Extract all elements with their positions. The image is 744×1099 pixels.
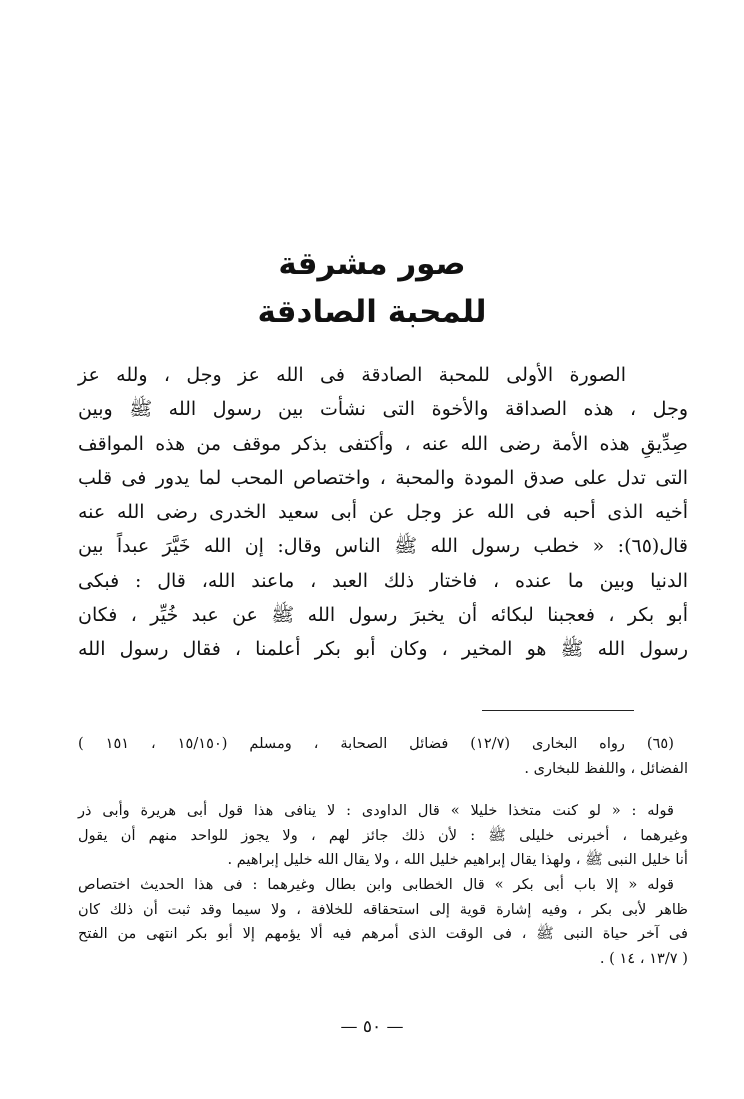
footnotes-section (78, 732, 688, 971)
footnote-line: الفضائل ، واللفظ للبخارى . (524, 759, 688, 777)
body-line: وجل ، هذه الصداقة والأخوة التى نشأت بين رسول الله ﷺ وبين (78, 398, 688, 421)
chapter-title-line-2: للمحبة الصادقة (257, 294, 487, 330)
body-line: التى تدل على صدق المودة والمحبة ، واختصاص المحب لما يدور فى قلب (78, 466, 688, 489)
body-line: قال(٦٥): « خطب رسول الله ﷺ الناس وقال: إن الله خَيَّرَ عبداً بين (78, 535, 688, 558)
main-paragraph (78, 358, 688, 667)
body-line: أخيه الذى أحبه فى الله عز وجل عن أبى سعيد الخدرى رضى الله عنه (78, 501, 688, 524)
commentary-line: وغيرهما ، أخبرنى خليلى ﷺ : لأن ذلك جائز لهم ، ولا يجوز للواحد منهم أن يقول (78, 826, 688, 844)
body-line: الصورة الأولى للمحبة الصادقة فى الله عز وجل ، ولله عز (78, 364, 626, 386)
body-line: رسول الله ﷺ هو المخير ، وكان أبو بكر أعلمنا ، فقال رسول الله (78, 638, 688, 661)
body-line: أبو بكر ، فعجبنا لبكائه أن يخبرَ رسول الله ﷺ عن عبد خُيِّر ، فكان (78, 604, 688, 627)
chapter-title-line-1: صور مشرقة (278, 246, 466, 282)
footnote-line: (٦٥) رواه البخارى (١٢/٧) فضائل الصحابة ، ومسلم (١٥/١٥٠ ، ١٥١ ) (78, 735, 674, 752)
body-line: صِدِّيقِ هذه الأمة رضى الله عنه ، وأكتفى بذكر موقف من هذه المواقف (78, 432, 688, 455)
chapter-title (0, 240, 744, 336)
commentary-line: أنا خليل النبى ﷺ ، ولهذا يقال إبراهيم خليل الله ، ولا يقال الله خليل إبراهيم . (227, 851, 688, 869)
commentary-line: قوله « إلا باب أبى بكر » قال الخطابى وابن بطال وغيرهما : فى هذا الحديث اختصاص (78, 875, 674, 893)
page-number: — ٥٠ — (340, 1017, 404, 1037)
spacer (78, 781, 688, 799)
commentary-line: ظاهر لأبى بكر ، وفيه إشارة قوية إلى استحقاقه للخلافة ، ولا سيما وقد ثبت أن ذلك كان (78, 900, 688, 918)
commentary-line: قوله : « لو كنت متخذا خليلا » قال الداودى : لا ينافى هذا قول أبى هريرة وأبى ذر (78, 802, 674, 820)
body-line: الدنيا وبين ما عنده ، فاختار ذلك العبد ، ماعند الله، قال : فبكى (78, 569, 688, 592)
footnote-divider (482, 710, 634, 711)
commentary-line: ( ١٣/٧ ، ١٤ ) . (599, 949, 688, 967)
commentary-line: فى آخر حياة النبى ﷺ ، فى الوقت الذى أمرهم فيه ألا يؤمهم إلا أبو بكر انتهى من الفتح (78, 925, 688, 943)
